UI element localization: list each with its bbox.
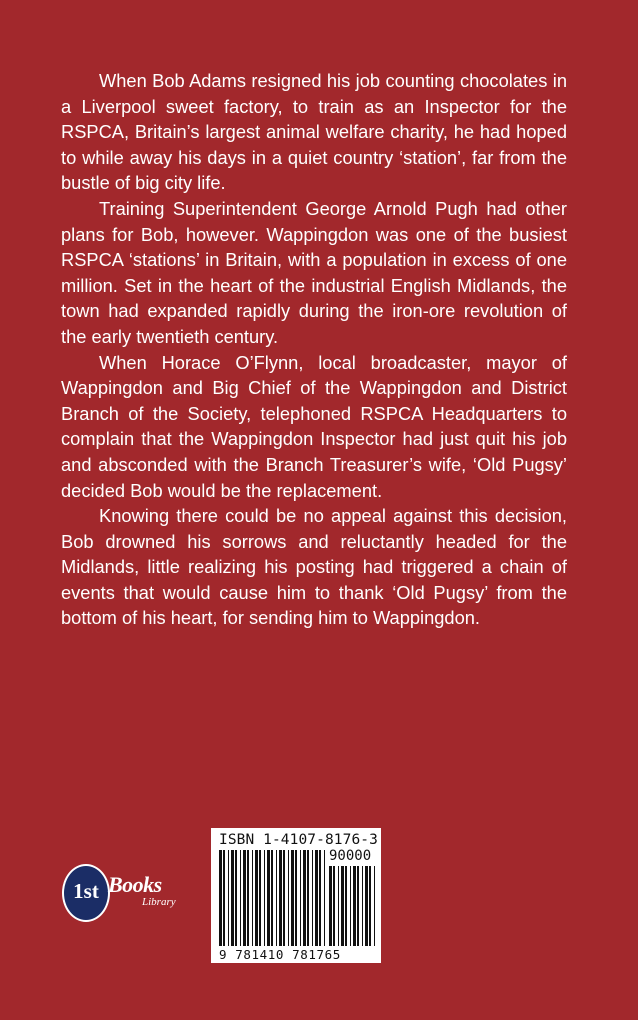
barcode-bars-addon bbox=[329, 866, 375, 946]
isbn-barcode bbox=[211, 828, 381, 963]
isbn-label: ISBN 1-4107-8176-3 bbox=[219, 832, 378, 848]
logo-badge-text: 1st bbox=[73, 879, 99, 903]
blurb-paragraph-2: Training Superintendent George Arnold Pugh had other plans for Bob, however. Wappingdon was one of the busiest RSPCA ‘stations’ in Britain, with a population in excess of one million. Set in the heart of the industrial English Midlands, the town had expanded rapidly during the iron-ore revolution of the early twentieth century. bbox=[61, 197, 567, 347]
blurb-paragraph-1: When Bob Adams resigned his job counting chocolates in a Liverpool sweet factory, to train as an Inspector for the RSPCA, Britain’s largest animal welfare charity, he had hoped to while away his days in a quiet country ‘station’, far from the bustle of big city life. bbox=[61, 70, 567, 194]
publisher-logo bbox=[62, 862, 192, 922]
blurb-paragraph-4: Knowing there could be no appeal against this decision, Bob drowned his sorrows and reluctantly headed for the Midlands, little realizing his posting had triggered a chain of events that would cause him to thank ‘Old Pugsy’ from the bottom of his heart, for sending him to Wappingdon. bbox=[61, 505, 567, 629]
logo-subtitle: Library bbox=[142, 896, 176, 908]
logo-badge bbox=[62, 864, 110, 922]
barcode-bars-main bbox=[219, 850, 325, 946]
back-cover-blurb bbox=[61, 68, 567, 631]
logo-wordmark: Books bbox=[108, 872, 162, 897]
price-code-label: 90000 bbox=[329, 848, 372, 864]
ean-digits: 9 781410 781765 bbox=[219, 947, 341, 962]
blurb-paragraph-3: When Horace O’Flynn, local broadcaster, mayor of Wappingdon and Big Chief of the Wappingdon and District Branch of the Society, telephoned RSPCA Headquarters to complain that the Wappingdon Inspector had just quit his job and absconded with the Branch Treasurer’s wife, ‘Old Pugsy’ decided Bob would be the replacement. bbox=[61, 351, 567, 501]
